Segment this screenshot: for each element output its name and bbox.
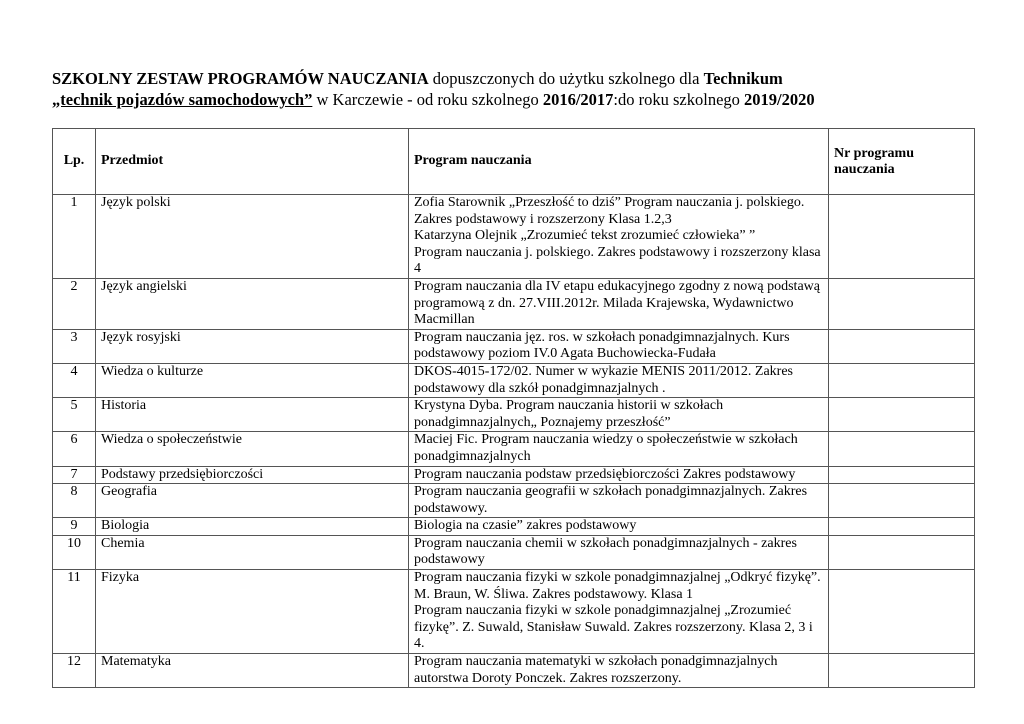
title-text-2: w Karczewie - od roku szkolnego — [312, 90, 543, 109]
title-text-3: :do roku szkolnego — [613, 90, 745, 109]
cell-subject: Geografia — [96, 484, 409, 518]
cell-subject: Biologia — [96, 518, 409, 536]
title-text-1: dopuszczonych do użytku szkolnego dla — [428, 69, 704, 88]
document-title — [52, 68, 992, 110]
table-body — [53, 195, 975, 688]
programs-table — [52, 128, 975, 688]
cell-program: Program nauczania jęz. ros. w szkołach ponadgimnazjalnych. Kurs podstawowy poziom IV.0 Agata Buchowiecka-Fudała — [409, 329, 829, 363]
cell-program-number — [829, 398, 975, 432]
title-main: SZKOLNY ZESTAW PROGRAMÓW NAUCZANIA — [52, 69, 429, 88]
table-row — [53, 363, 975, 397]
col-header-number: Nr programu nauczania — [829, 129, 975, 195]
cell-program-number — [829, 329, 975, 363]
cell-subject: Język angielski — [96, 278, 409, 329]
cell-lp: 12 — [53, 654, 96, 688]
profession-name: „technik pojazdów samochodowych” — [52, 90, 313, 109]
table-row — [53, 398, 975, 432]
cell-lp: 8 — [53, 484, 96, 518]
cell-program: Program nauczania geografii w szkołach ponadgimnazjalnych. Zakres podstawowy. — [409, 484, 829, 518]
cell-subject: Wiedza o społeczeństwie — [96, 432, 409, 466]
cell-lp: 5 — [53, 398, 96, 432]
cell-program-number — [829, 195, 975, 279]
table-row — [53, 329, 975, 363]
cell-program: Zofia Starownik „Przeszłość to dziś” Program nauczania j. polskiego. Zakres podstawowy i rozszerzony Klasa 1.2,3 Katarzyna Olejnik „Zrozumieć tekst zrozumieć człowieka” ” Program nauczania j. polskiego. Zakres podstawowy i rozszerzony klasa 4 — [409, 195, 829, 279]
cell-program: Program nauczania matematyki w szkołach ponadgimnazjalnych autorstwa Doroty Ponczek. Zakres rozszerzony. — [409, 654, 829, 688]
cell-subject: Wiedza o kulturze — [96, 363, 409, 397]
cell-lp: 3 — [53, 329, 96, 363]
table-row — [53, 432, 975, 466]
year-to: 2019/2020 — [744, 90, 815, 109]
cell-program: Biologia na czasie” zakres podstawowy — [409, 518, 829, 536]
table-row — [53, 518, 975, 536]
cell-program-number — [829, 484, 975, 518]
table-row — [53, 484, 975, 518]
cell-program: Maciej Fic. Program nauczania wiedzy o społeczeństwie w szkołach ponadgimnazjalnych — [409, 432, 829, 466]
table-row — [53, 195, 975, 279]
table-row — [53, 466, 975, 484]
cell-subject: Matematyka — [96, 654, 409, 688]
cell-subject: Język rosyjski — [96, 329, 409, 363]
cell-program-number — [829, 654, 975, 688]
cell-program: Program nauczania chemii w szkołach ponadgimnazjalnych - zakres podstawowy — [409, 535, 829, 569]
cell-lp: 9 — [53, 518, 96, 536]
cell-program-number — [829, 518, 975, 536]
col-header-lp: Lp. — [53, 129, 96, 195]
school-type: Technikum — [703, 69, 783, 88]
cell-lp: 11 — [53, 570, 96, 654]
table-header-row — [53, 129, 975, 195]
title-line-1 — [52, 68, 992, 89]
cell-program-number — [829, 535, 975, 569]
cell-lp: 7 — [53, 466, 96, 484]
col-header-program: Program nauczania — [409, 129, 829, 195]
cell-program: DKOS-4015-172/02. Numer w wykazie MENIS 2011/2012. Zakres podstawowy dla szkół ponadgimnazjalnych . — [409, 363, 829, 397]
cell-subject: Język polski — [96, 195, 409, 279]
cell-program-number — [829, 570, 975, 654]
year-from: 2016/2017 — [542, 90, 614, 109]
cell-lp: 6 — [53, 432, 96, 466]
cell-subject: Fizyka — [96, 570, 409, 654]
cell-lp: 2 — [53, 278, 96, 329]
title-line-2 — [52, 89, 992, 110]
table-row — [53, 535, 975, 569]
table-row — [53, 654, 975, 688]
cell-subject: Historia — [96, 398, 409, 432]
cell-program: Program nauczania podstaw przedsiębiorczości Zakres podstawowy — [409, 466, 829, 484]
cell-program: Program nauczania fizyki w szkole ponadgimnazjalnej „Odkryć fizykę”. M. Braun, W. Śliwa. Zakres podstawowy. Klasa 1 Program nauczania fizyki w szkole ponadgimnazjalnej „Zrozumieć fizykę”. Z. Suwald, Stanisław Suwald. Zakres rozszerzony. Klasa 2, 3 i 4. — [409, 570, 829, 654]
cell-program: Program nauczania dla IV etapu edukacyjnego zgodny z nową podstawą programową z dn. 27.VIII.2012r. Milada Krajewska, Wydawnictwo Macmillan — [409, 278, 829, 329]
cell-program-number — [829, 432, 975, 466]
cell-subject: Chemia — [96, 535, 409, 569]
cell-subject: Podstawy przedsiębiorczości — [96, 466, 409, 484]
table-row — [53, 278, 975, 329]
cell-lp: 10 — [53, 535, 96, 569]
col-header-subject: Przedmiot — [96, 129, 409, 195]
cell-lp: 1 — [53, 195, 96, 279]
cell-program-number — [829, 278, 975, 329]
cell-program-number — [829, 466, 975, 484]
cell-lp: 4 — [53, 363, 96, 397]
cell-program: Krystyna Dyba. Program nauczania historii w szkołach ponadgimnazjalnych„ Poznajemy przeszłość” — [409, 398, 829, 432]
table-row — [53, 570, 975, 654]
cell-program-number — [829, 363, 975, 397]
